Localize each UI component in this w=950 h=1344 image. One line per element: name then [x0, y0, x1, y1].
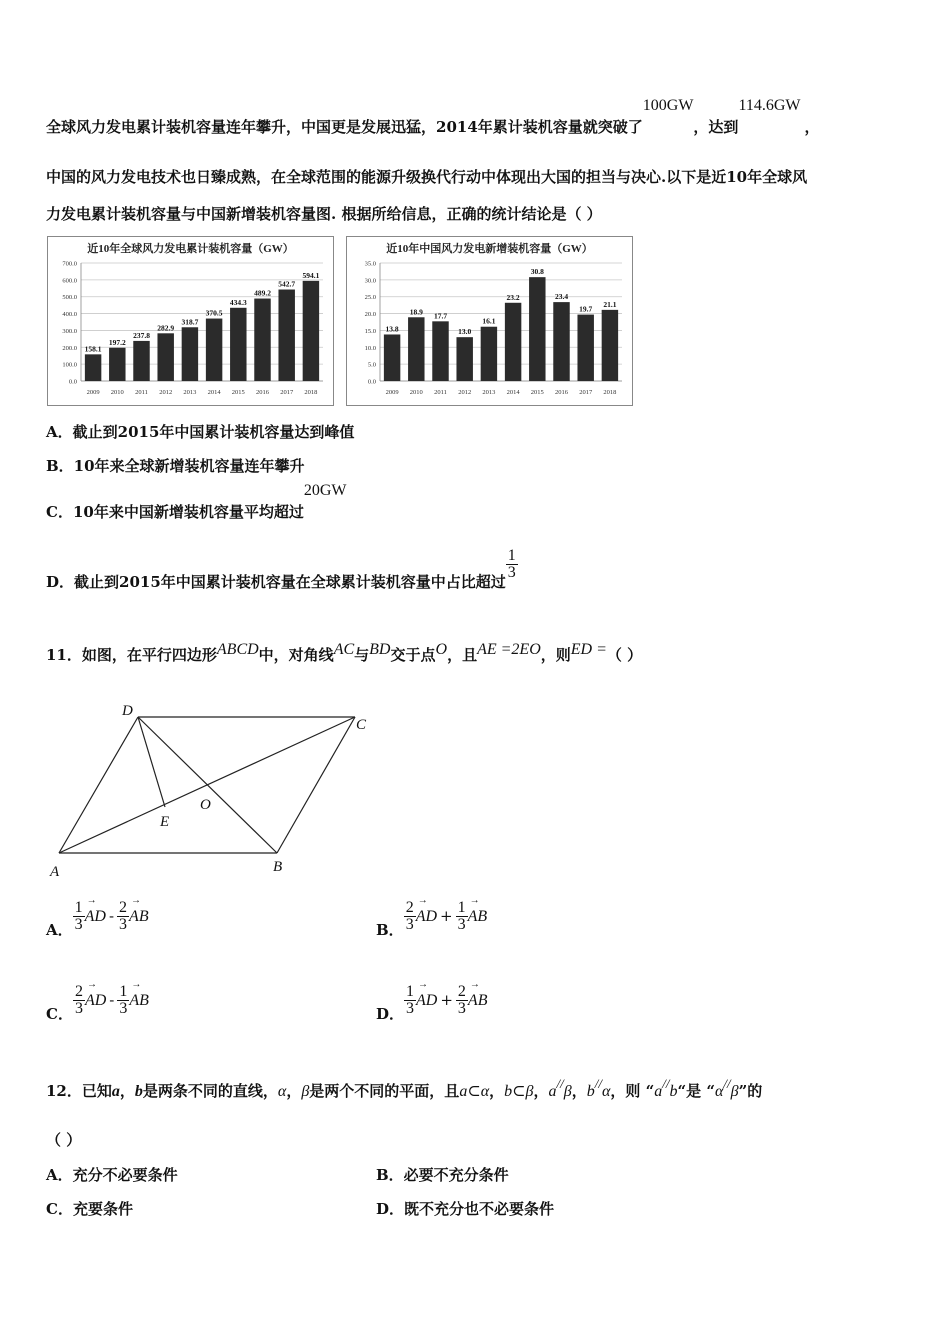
x-tick-label: 2018	[304, 389, 318, 396]
q10-value-114gw: 114.6GW	[738, 97, 801, 114]
y-tick-label: 35.0	[364, 260, 376, 268]
q12-q2-a: α	[714, 1083, 724, 1100]
q11-c-frac2	[117, 984, 129, 1017]
q12-beta: β	[301, 1083, 310, 1100]
q11-d-frac2	[456, 984, 468, 1017]
bar-value-label: 282.9	[157, 323, 175, 333]
bar	[85, 354, 101, 381]
y-tick-label: 10.0	[364, 344, 376, 352]
frac-numerator: 2	[405, 899, 414, 916]
parallelogram-figure	[40, 695, 380, 885]
q12-sep: ，	[533, 1082, 549, 1100]
bar	[109, 348, 125, 381]
q11-o: O	[435, 641, 448, 658]
x-tick-label: 2018	[603, 389, 617, 396]
bar	[456, 337, 472, 381]
q10-option-c-value: 20GW	[303, 482, 347, 499]
q12-text-4: ，则 “	[610, 1082, 655, 1100]
x-tick-label: 2014	[506, 389, 520, 396]
label-a: A	[50, 864, 60, 880]
x-tick-label: 2011	[135, 389, 148, 396]
q12-cond3-a: a	[548, 1083, 557, 1100]
y-tick-label: 30.0	[364, 277, 376, 285]
y-tick-label: 0.0	[367, 378, 376, 386]
y-tick-label: 25.0	[364, 294, 376, 302]
x-tick-label: 2016	[256, 389, 269, 396]
q11-option-c-letter: C．	[46, 1004, 73, 1023]
x-tick-label: 2009	[385, 389, 399, 396]
vector-ab: → AB	[468, 992, 488, 1010]
frac-denominator: 3	[405, 916, 414, 933]
q11-stem	[46, 641, 643, 665]
x-tick-label: 2014	[207, 389, 221, 396]
x-tick-label: 2017	[579, 389, 593, 396]
q12-text-5: “是 “	[677, 1082, 715, 1100]
operator: -	[108, 906, 115, 925]
global-capacity-chart	[47, 236, 334, 406]
y-tick-label: 300.0	[62, 327, 77, 335]
vector-ad: → AD	[416, 908, 437, 926]
bar-value-label: 18.9	[409, 307, 423, 317]
q11-option-b[interactable]	[376, 899, 488, 939]
y-tick-label: 0.0	[68, 378, 77, 386]
bar	[303, 281, 319, 381]
china-new-capacity-chart	[346, 236, 633, 406]
frac-denominator: 3	[74, 1000, 83, 1017]
parallel-symbol: //	[594, 1076, 602, 1091]
bar	[133, 341, 149, 381]
bar-value-label: 16.1	[482, 316, 496, 326]
q11-option-d-letter: D．	[376, 1004, 405, 1023]
x-tick-label: 2009	[86, 389, 100, 396]
vector-ad: → AD	[85, 992, 106, 1010]
q11-text-2: 中，对角线	[258, 646, 334, 664]
x-tick-label: 2010	[409, 389, 423, 396]
q11-b-frac2	[456, 900, 468, 933]
bar	[182, 327, 198, 381]
q11-bd: BD	[369, 641, 391, 658]
q12-text-2: 是两条不同的直线，	[142, 1082, 278, 1100]
bar	[553, 302, 569, 381]
q11-ed: ED =	[570, 641, 607, 658]
frac-denominator: 3	[74, 916, 83, 933]
frac-numerator: 1	[457, 899, 466, 916]
vector-ad: → AD	[416, 992, 437, 1010]
vector-ab: → AB	[129, 992, 149, 1010]
q11-c-frac1	[73, 984, 85, 1017]
q11-option-c[interactable]	[46, 983, 149, 1023]
frac-numerator: 1	[406, 983, 415, 1000]
bar-value-label: 23.4	[554, 292, 569, 302]
q12-option-c[interactable]: C．充要条件	[46, 1200, 133, 1218]
q10-option-c[interactable]	[46, 482, 347, 522]
q11-text-7: （ ）	[606, 646, 643, 664]
chart-title: 近10年全球风力发电累计装机容量（GW）	[87, 243, 294, 255]
q11-text-6: ，则	[540, 646, 571, 664]
global-capacity-chart-svg	[48, 237, 333, 405]
bar-value-label: 434.3	[229, 297, 247, 307]
x-tick-label: 2015	[231, 389, 245, 396]
parallel-symbol: //	[556, 1076, 564, 1091]
q12-cond3-b: β	[563, 1083, 572, 1100]
vector-ad: → AD	[85, 908, 106, 926]
bar	[206, 319, 222, 381]
frac-numerator: 2	[457, 983, 466, 1000]
label-c: C	[356, 717, 367, 733]
bar-value-label: 158.1	[84, 344, 102, 354]
q10-line1	[46, 97, 820, 137]
x-tick-label: 2010	[110, 389, 124, 396]
q11-text-5: ，且	[447, 646, 478, 664]
q12-cond2: b⊂β	[504, 1083, 534, 1100]
frac-numerator: 2	[119, 899, 128, 916]
q11-text-4: 交于点	[390, 646, 436, 664]
bar	[577, 315, 593, 381]
y-tick-label: 200.0	[62, 344, 77, 352]
frac-numerator: 1	[507, 547, 516, 564]
q12-cond1: a⊂α	[459, 1083, 490, 1100]
q10-option-b[interactable]: B．10年来全球新增装机容量连年攀升	[46, 457, 305, 475]
edge-cb	[277, 717, 355, 853]
q12-stem	[46, 1076, 763, 1101]
y-tick-label: 100.0	[62, 361, 77, 369]
frac-denominator: 3	[457, 1000, 466, 1017]
q12-text-6: ”的	[738, 1082, 763, 1100]
operator: +	[440, 906, 453, 925]
bar-value-label: 370.5	[205, 308, 223, 318]
label-d: D	[122, 703, 133, 719]
label-o: O	[200, 797, 211, 813]
frac-numerator: 1	[119, 983, 128, 1000]
bar	[505, 303, 521, 381]
x-tick-label: 2015	[530, 389, 544, 396]
q11-option-a-letter: A．	[46, 920, 73, 939]
bar	[157, 333, 173, 381]
q10-line2: 中国的风力发电技术也日臻成熟，在全球范围的能源升级换代行动中体现出大国的担当与决心.以下是近10年全球风	[46, 168, 808, 186]
y-tick-label: 700.0	[62, 260, 77, 268]
q11-a-frac1	[73, 900, 85, 933]
q12-a: a	[111, 1083, 120, 1100]
q10-value-100gw: 100GW	[642, 97, 694, 114]
bar-value-label: 318.7	[181, 317, 199, 327]
bar-value-label: 13.0	[458, 327, 472, 337]
bar-value-label: 237.8	[133, 330, 150, 340]
q11-text-3: 与	[354, 646, 370, 664]
bar	[254, 299, 270, 381]
x-tick-label: 2013	[482, 389, 496, 396]
y-tick-label: 500.0	[62, 294, 77, 302]
q11-option-a[interactable]	[46, 899, 149, 939]
y-tick-label: 400.0	[62, 311, 77, 319]
operator: +	[440, 990, 453, 1009]
frac-denominator: 3	[119, 1000, 128, 1017]
q12-option-a[interactable]: A．充分不必要条件	[46, 1166, 178, 1184]
frac-numerator: 2	[74, 983, 83, 1000]
bar-value-label: 30.8	[530, 267, 544, 277]
y-tick-label: 600.0	[62, 277, 77, 285]
x-tick-label: 2012	[458, 389, 472, 396]
bar	[230, 308, 246, 381]
q11-ac: AC	[333, 641, 355, 658]
bar-value-label: 19.7	[579, 304, 593, 314]
frac-denominator: 3	[119, 916, 128, 933]
bar-value-label: 197.2	[108, 337, 126, 347]
bar-value-label: 542.7	[278, 279, 296, 289]
vector-ab: → AB	[129, 908, 149, 926]
bar	[408, 317, 424, 381]
q10-text-mid: ，达到	[693, 118, 739, 136]
q11-b-frac1	[404, 900, 416, 933]
bar-value-label: 17.7	[433, 311, 448, 321]
bar-value-label: 21.1	[603, 299, 617, 309]
bar	[602, 310, 618, 381]
q11-d-frac1	[404, 984, 416, 1017]
q12-sep: ，	[489, 1082, 505, 1100]
q12-text-1: 12．已知	[46, 1082, 112, 1100]
q12-q1-b: b	[669, 1083, 678, 1100]
bar	[432, 321, 448, 381]
q10-text-1: 全球风力发电累计装机容量连年攀升，中国更是发展迅猛，2014年累计装机容量就突破了	[46, 118, 643, 136]
q11-condition: AE =2EO	[477, 641, 541, 658]
bar	[481, 327, 497, 381]
x-tick-label: 2017	[280, 389, 294, 396]
q11-text-1: 11．如图，在平行四边形	[46, 646, 217, 664]
edge-ad	[59, 717, 138, 853]
q12-cond4-a: b	[586, 1083, 595, 1100]
y-tick-label: 5.0	[367, 361, 376, 369]
y-tick-label: 15.0	[364, 327, 376, 335]
q10-comma: ，	[804, 118, 820, 136]
vector-ab: → AB	[468, 908, 488, 926]
bar	[278, 290, 294, 381]
q12-cond4-b: α	[601, 1083, 611, 1100]
frac-denominator: 3	[406, 1000, 415, 1017]
q10-option-a[interactable]: A．截止到2015年中国累计装机容量达到峰值	[46, 423, 355, 441]
q12-sep: ，	[286, 1082, 302, 1100]
frac-denominator: 3	[507, 564, 516, 581]
operator: -	[109, 990, 115, 1009]
q10-line3: 力发电累计装机容量与中国新增装机容量图. 根据所给信息，正确的统计结论是（ ）	[46, 205, 602, 223]
q12-sep: ，	[571, 1082, 587, 1100]
bar	[384, 334, 400, 381]
bar-value-label: 13.8	[385, 324, 399, 334]
q10-option-d-text: D．截止到2015年中国累计装机容量在全球累计装机容量中占比超过	[46, 572, 506, 591]
q12-text-3: 是两个不同的平面，且	[309, 1082, 460, 1100]
frac-numerator: 1	[74, 899, 83, 916]
label-e: E	[160, 814, 170, 830]
q10-option-d-fraction	[506, 548, 518, 581]
bar-value-label: 594.1	[302, 270, 320, 280]
q11-option-b-letter: B．	[376, 920, 404, 939]
q10-option-c-text: C．10年来中国新增装机容量平均超过	[46, 503, 304, 521]
q12-option-d[interactable]: D．既不充分也不必要条件	[376, 1200, 555, 1218]
bar	[529, 277, 545, 381]
parallel-symbol: //	[723, 1076, 731, 1091]
bar-value-label: 489.2	[254, 288, 271, 298]
q12-b: b	[134, 1083, 143, 1100]
x-tick-label: 2013	[183, 389, 197, 396]
x-tick-label: 2011	[434, 389, 447, 396]
frac-denominator: 3	[457, 916, 466, 933]
q10-option-d[interactable]	[46, 547, 518, 591]
q12-q1-a: a	[654, 1083, 663, 1100]
q12-sep: ，	[119, 1082, 135, 1100]
chart-title: 近10年中国风力发电新增装机容量（GW）	[386, 243, 593, 255]
q11-option-d[interactable]	[376, 983, 488, 1023]
parallel-symbol: //	[662, 1076, 670, 1091]
china-new-capacity-chart-svg	[347, 237, 632, 405]
q12-paren: （ ）	[46, 1131, 82, 1149]
x-tick-label: 2016	[555, 389, 568, 396]
label-b: B	[273, 859, 283, 875]
y-tick-label: 20.0	[364, 311, 376, 319]
q12-alpha: α	[277, 1083, 287, 1100]
q12-q2-b: β	[730, 1083, 739, 1100]
q11-a-frac2	[117, 900, 129, 933]
bar-value-label: 23.2	[506, 292, 520, 302]
x-tick-label: 2012	[159, 389, 173, 396]
q12-option-b[interactable]: B．必要不充分条件	[376, 1166, 509, 1184]
q11-abcd: ABCD	[216, 641, 259, 658]
